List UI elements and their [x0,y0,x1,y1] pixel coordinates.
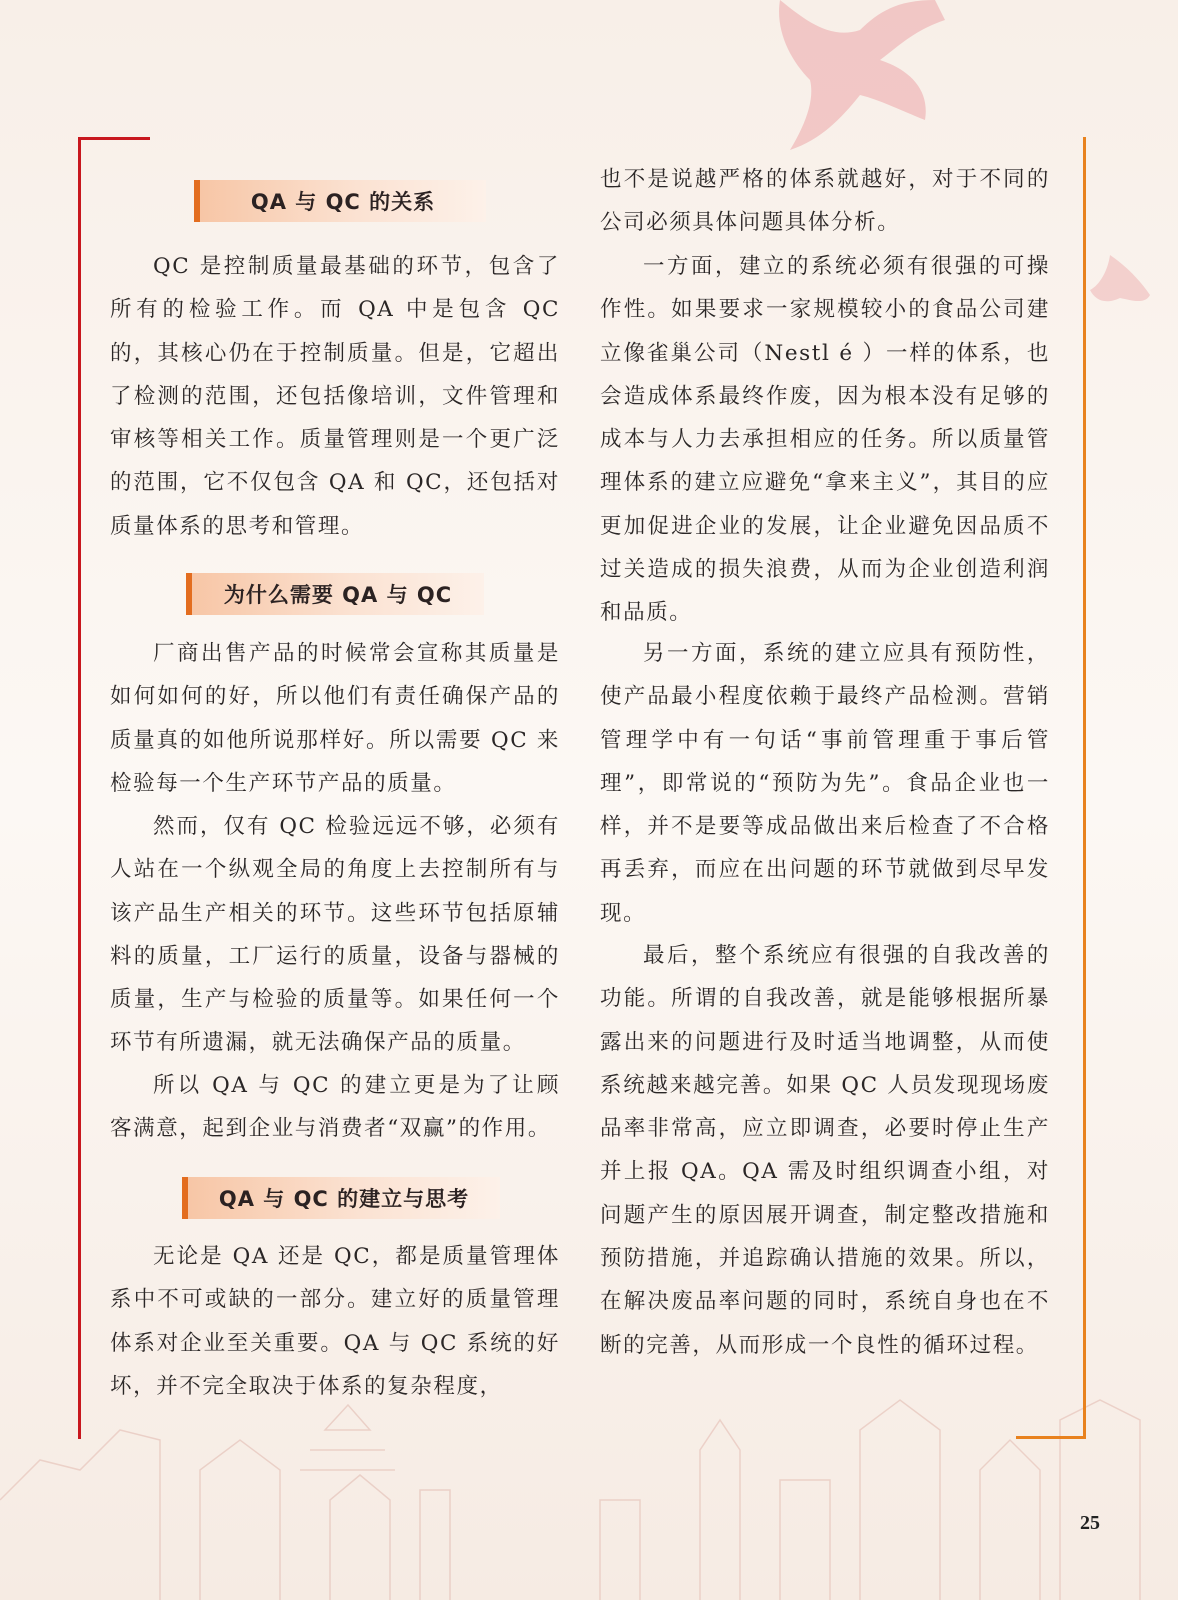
paragraph: 所以 QA 与 QC 的建立更是为了让顾客满意，起到企业与消费者“双赢”的作用。 [110,1073,560,1142]
paragraph: 无论是 QA 还是 QC，都是质量管理体系中不可或缺的一部分。建立好的质量管理体系对企业至关重要。QA 与 QC 系统的好坏，并不完全取决于体系的复杂程度， [110,1244,560,1399]
section-heading-why [186,573,484,615]
page-number: 25 [1080,1512,1100,1534]
paragraph: 最后，整个系统应有很强的自我改善的功能。所谓的自我改善，就是能够根据所暴露出来的问题进行及时适当地调整，从而使系统越来越完善。如果 QC 人员发现现场废品率非常高，应立即调查，必要时停止生产并上报 QA。QA 需及时组织调查小组，对问题产生的原因展开调查，制定整改措施和预防措施，并追踪确认措施的效果。所以，在解决废品率问题的同时，系统自身也在不断的完善，从而形成一个良性的循环过程。 [600,943,1050,1358]
right-frame-bottom [1016,1436,1086,1439]
paragraph: 然而，仅有 QC 检验远远不够，必须有人站在一个纵观全局的角度上去控制所有与该产品生产相关的环节。这些环节包括原辅料的质量，工厂运行的质量，设备与器械的质量，生产与检验的质量等。如果任何一个环节有所遗漏，就无法确保产品的质量。 [110,814,560,1056]
right-frame-vertical [1083,137,1086,1439]
paragraph: 一方面，建立的系统必须有很强的可操作性。如果要求一家规模较小的食品公司建立像雀巢公司（Nestl é ）一样的体系，也会造成体系最终作废，因为根本没有足够的成本与人力去承担相应的任务。所以质量管理体系的建立应避免“拿来主义”，其目的应更加促进企业的发展，让企业避免因品质不过关造成的损失浪费，从而为企业创造利润和品质。 [600,254,1050,626]
section-heading-establish [182,1177,500,1219]
section-heading-label: 为什么需要 QA 与 QC [223,583,453,607]
left-frame-top [78,137,150,140]
left-frame-vertical [78,137,81,1439]
section-heading-label: QA 与 QC 的建立与思考 [218,1187,470,1211]
paragraph: 另一方面，系统的建立应具有预防性，使产品最小程度依赖于最终产品检测。营销管理学中有一句话“事前管理重于事后管理”，即常说的“预防为先”。食品企业也一样，并不是要等成品做出来后检查了不合格再丢弃，而应在出问题的环节就做到尽早发现。 [600,641,1050,926]
section-heading-relation [194,180,486,222]
paragraph: 厂商出售产品的时候常会宣称其质量是如何如何的好，所以他们有责任确保产品的质量真的如他所说那样好。所以需要 QC 来检验每一个生产环节产品的质量。 [110,641,560,796]
paragraph: 也不是说越严格的体系就越好，对于不同的公司必须具体问题具体分析。 [600,167,1050,236]
paragraph: QC 是控制质量最基础的环节，包含了所有的检验工作。而 QA 中是包含 QC 的，其核心仍在于控制质量。但是，它超出了检测的范围，还包括像培训，文件管理和审核等相关工作。质量管理则是一个更广泛的范围，它不仅包含 QA 和 QC，还包括对质量体系的思考和管理。 [110,254,560,539]
section-heading-label: QA 与 QC 的关系 [250,190,436,214]
